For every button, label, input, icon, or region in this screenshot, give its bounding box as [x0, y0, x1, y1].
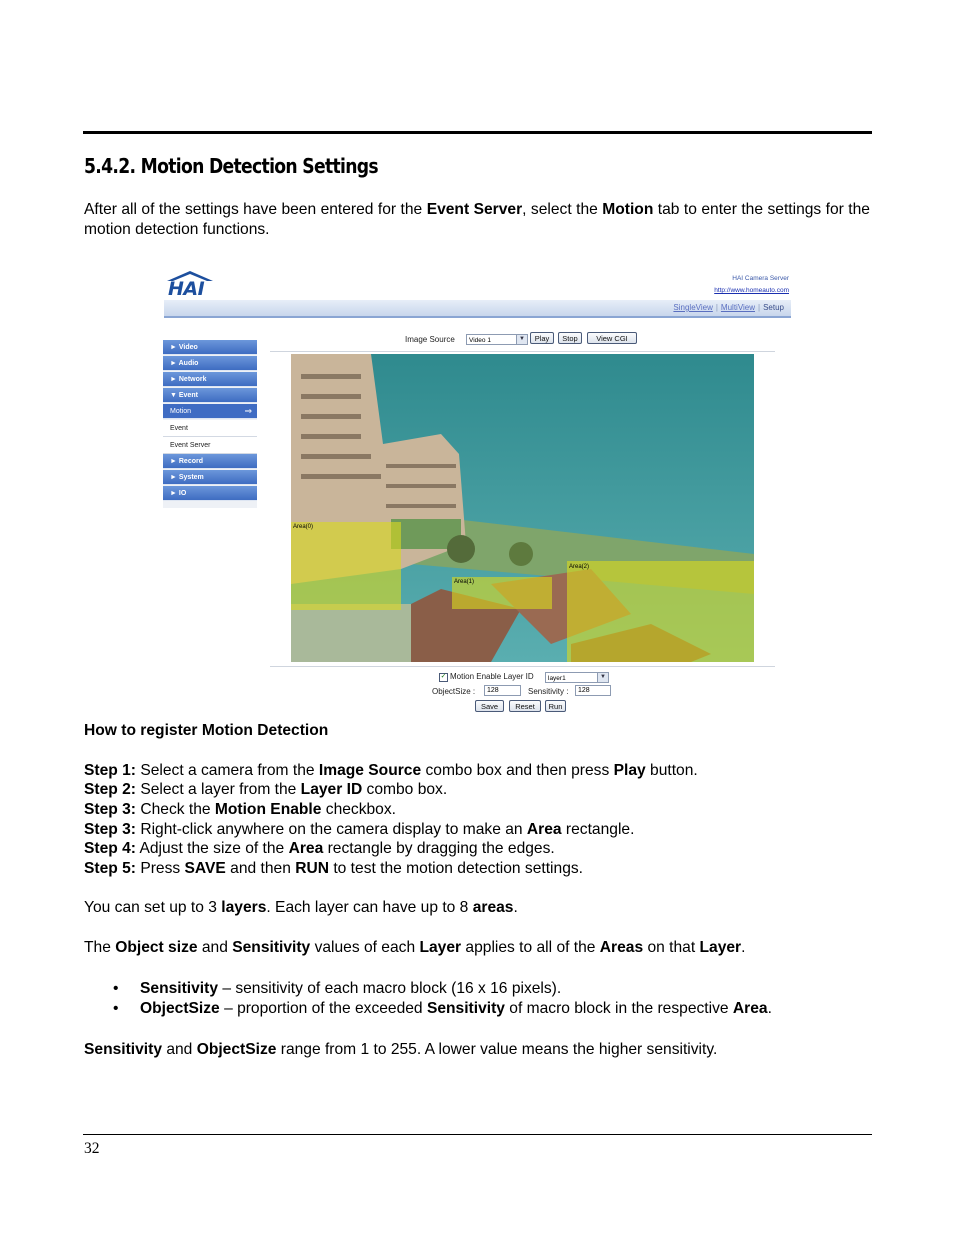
- divider: [270, 666, 775, 667]
- view-cgi-button[interactable]: View CGI: [587, 332, 637, 344]
- image-source-label: Image Source: [405, 335, 455, 344]
- sensitivity-label: Sensitivity :: [528, 687, 569, 696]
- save-button[interactable]: Save: [475, 700, 504, 712]
- sidebar-item-system[interactable]: ► System: [163, 470, 257, 485]
- list-item: Step 3: Right-click anywhere on the camera display to make an Area rectangle.: [84, 821, 635, 838]
- motion-enable-checkbox[interactable]: ✓: [440, 673, 447, 680]
- list-item: Step 5: Press SAVE and then RUN to test the motion detection settings.: [84, 860, 583, 877]
- object-size-label: ObjectSize :: [432, 687, 476, 696]
- motion-settings-screenshot: [160, 266, 795, 716]
- camera-view[interactable]: [291, 354, 754, 662]
- sidebar-item-event[interactable]: ▼ Event: [163, 388, 257, 403]
- sidebar-item-motion[interactable]: Motion ⇒: [163, 404, 257, 419]
- sidebar-item-event-sub[interactable]: Event: [163, 420, 257, 437]
- section-title: 5.4.2. Motion Detection Settings: [84, 154, 378, 178]
- divider: [270, 351, 775, 352]
- layers-paragraph: You can set up to 3 layers. Each layer can have up to 8 areas.: [84, 899, 518, 916]
- howto-heading: How to register Motion Detection: [84, 722, 329, 739]
- stop-button[interactable]: Stop: [558, 332, 582, 344]
- nav-multiview[interactable]: MultiView: [720, 303, 756, 312]
- reset-button[interactable]: Reset: [509, 700, 541, 712]
- sidebar: [163, 340, 257, 508]
- run-button[interactable]: Run: [545, 700, 566, 712]
- intro-paragraph: After all of the settings have been entered for the Event Server, select the Motion tab to enter the settings for the motion detection functions.: [84, 201, 870, 238]
- sidebar-item-network[interactable]: ► Network: [163, 372, 257, 387]
- header-rule: [83, 131, 872, 134]
- list-item: Step 2: Select a layer from the Layer ID combo box.: [84, 781, 448, 798]
- hai-logo: HAI: [168, 278, 205, 300]
- nav-setup[interactable]: Setup: [763, 303, 784, 312]
- area-label: Area(2): [569, 564, 590, 570]
- sidebar-item-event-server[interactable]: Event Server: [163, 437, 257, 454]
- area-label: Area(1): [454, 579, 475, 585]
- image-source-select[interactable]: Video 1 ▼: [466, 334, 528, 345]
- range-paragraph: Sensitivity and ObjectSize range from 1 to 255. A lower value means the higher sensitivity.: [84, 1041, 718, 1058]
- sidebar-item-record[interactable]: ► Record: [163, 454, 257, 469]
- sidebar-item-audio[interactable]: ► Audio: [163, 356, 257, 371]
- list-item: Sensitivity – sensitivity of each macro block (16 x 16 pixels).: [140, 980, 562, 997]
- page-number: 32: [84, 1140, 100, 1157]
- sidebar-item-video[interactable]: ► Video: [163, 340, 257, 355]
- sensitivity-input[interactable]: 128: [575, 685, 611, 696]
- list-item: ObjectSize – proportion of the exceeded Sensitivity of macro block in the respective Area.: [140, 1000, 772, 1017]
- footer-rule: [83, 1134, 872, 1135]
- layer-id-select[interactable]: layer1 ▼: [545, 672, 609, 683]
- list-item: Step 1: Select a camera from the Image Source combo box and then press Play button.: [84, 762, 698, 779]
- top-nav: SingleView | MultiView | Setup: [164, 300, 791, 318]
- chevron-down-icon: ▼: [597, 673, 608, 682]
- arrow-right-icon: ⇒: [244, 406, 252, 416]
- sidebar-item-io[interactable]: ► IO: [163, 486, 257, 501]
- chevron-down-icon: ▼: [516, 335, 527, 344]
- server-name: HAI Camera Server: [732, 275, 789, 282]
- bullet-icon: •: [113, 980, 119, 997]
- bullet-icon: •: [113, 1000, 119, 1017]
- object-paragraph: The Object size and Sensitivity values of each Layer applies to all of the Areas on that Layer.: [84, 939, 746, 956]
- list-item: Step 4: Adjust the size of the Area rectangle by dragging the edges.: [84, 840, 555, 857]
- motion-enable-label: Motion Enable Layer ID: [450, 672, 534, 681]
- play-button[interactable]: Play: [530, 332, 554, 344]
- object-size-input[interactable]: 128: [484, 685, 521, 696]
- area-label: Area(0): [293, 524, 314, 530]
- nav-singleview[interactable]: SingleView: [673, 303, 713, 312]
- server-url[interactable]: http://www.homeauto.com: [714, 287, 789, 294]
- list-item: Step 3: Check the Motion Enable checkbox.: [84, 801, 396, 818]
